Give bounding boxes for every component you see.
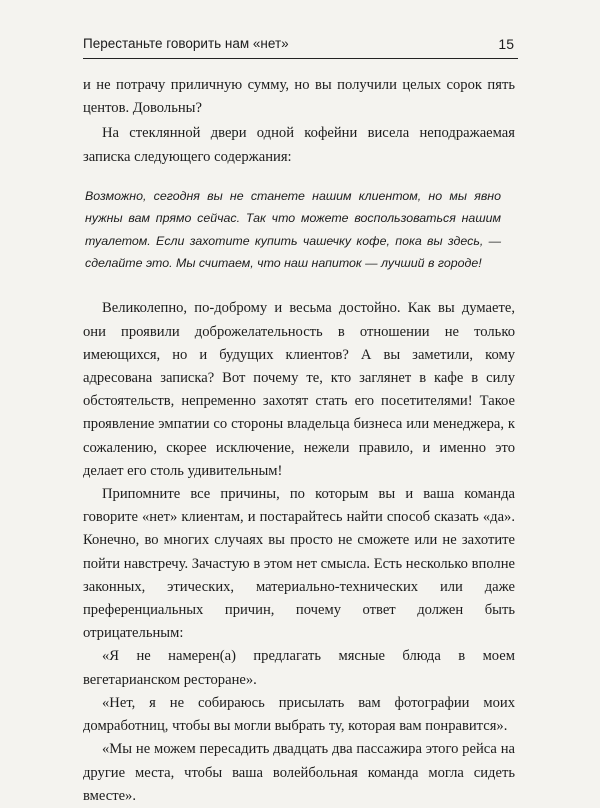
- paragraph-4: Припомните все причины, по которым вы и ваша команда говорите «нет» клиентам, и постарайтесь найти способ сказать «да». Конечно, во многих случаях вы просто не сможете или не захотите пойти навстречу. Зачастую в этом нет смысла. Есть несколько вполне законных, этических, материально-технических или даже преференциальных причин, почему ответ должен быть отрицательным:: [83, 486, 515, 642]
- page-number: 15: [498, 36, 514, 52]
- paragraph-1: и не потрачу приличную сумму, но вы получили целых сорок пять центов. Довольны?: [83, 77, 515, 117]
- paragraph-6: «Нет, я не собираюсь присылать вам фотографии моих домработниц, чтобы вы могли выбрать ту, которая вам понравится».: [83, 694, 515, 735]
- page-body: [83, 74, 515, 808]
- chapter-title: Перестаньте говорить нам «нет»: [83, 36, 289, 51]
- running-header: [83, 36, 518, 59]
- quoted-note: Возможно, сегодня вы не станете нашим клиентом, но мы явно нужны вам прямо сейчас. Так что можете воспользоваться нашим туалетом. Если захотите купить чашечку кофе, пока вы здесь, — сделайте это. Мы считаем, что наш напиток — лучший в городе!: [85, 188, 501, 271]
- paragraph-3: Великолепно, по-доброму и весьма достойно. Как вы думаете, они проявили доброжелательность в отношении не только имеющихся, но и будущих клиентов? А вы заметили, кому адресована записка? Вот почему те, кто заглянет в кафе в силу обстоятельств, непременно захотят стать его посетителями! Такое проявление эмпатии со стороны владельца бизнеса или менеджера, к сожалению, скорее исключение, нежели правило, и именно это делает его столь удивительным!: [83, 300, 515, 479]
- paragraph-5: «Я не намерен(а) предлагать мясные блюда в моем вегетарианском ресторане».: [83, 648, 515, 688]
- paragraph-2: На стеклянной двери одной кофейни висела неподражаемая записка следующего содержания:: [83, 125, 515, 165]
- paragraph-7: «Мы не можем пересадить двадцать два пассажира этого рейса на другие места, чтобы ваша волейбольная команда могла сидеть вместе».: [83, 741, 515, 804]
